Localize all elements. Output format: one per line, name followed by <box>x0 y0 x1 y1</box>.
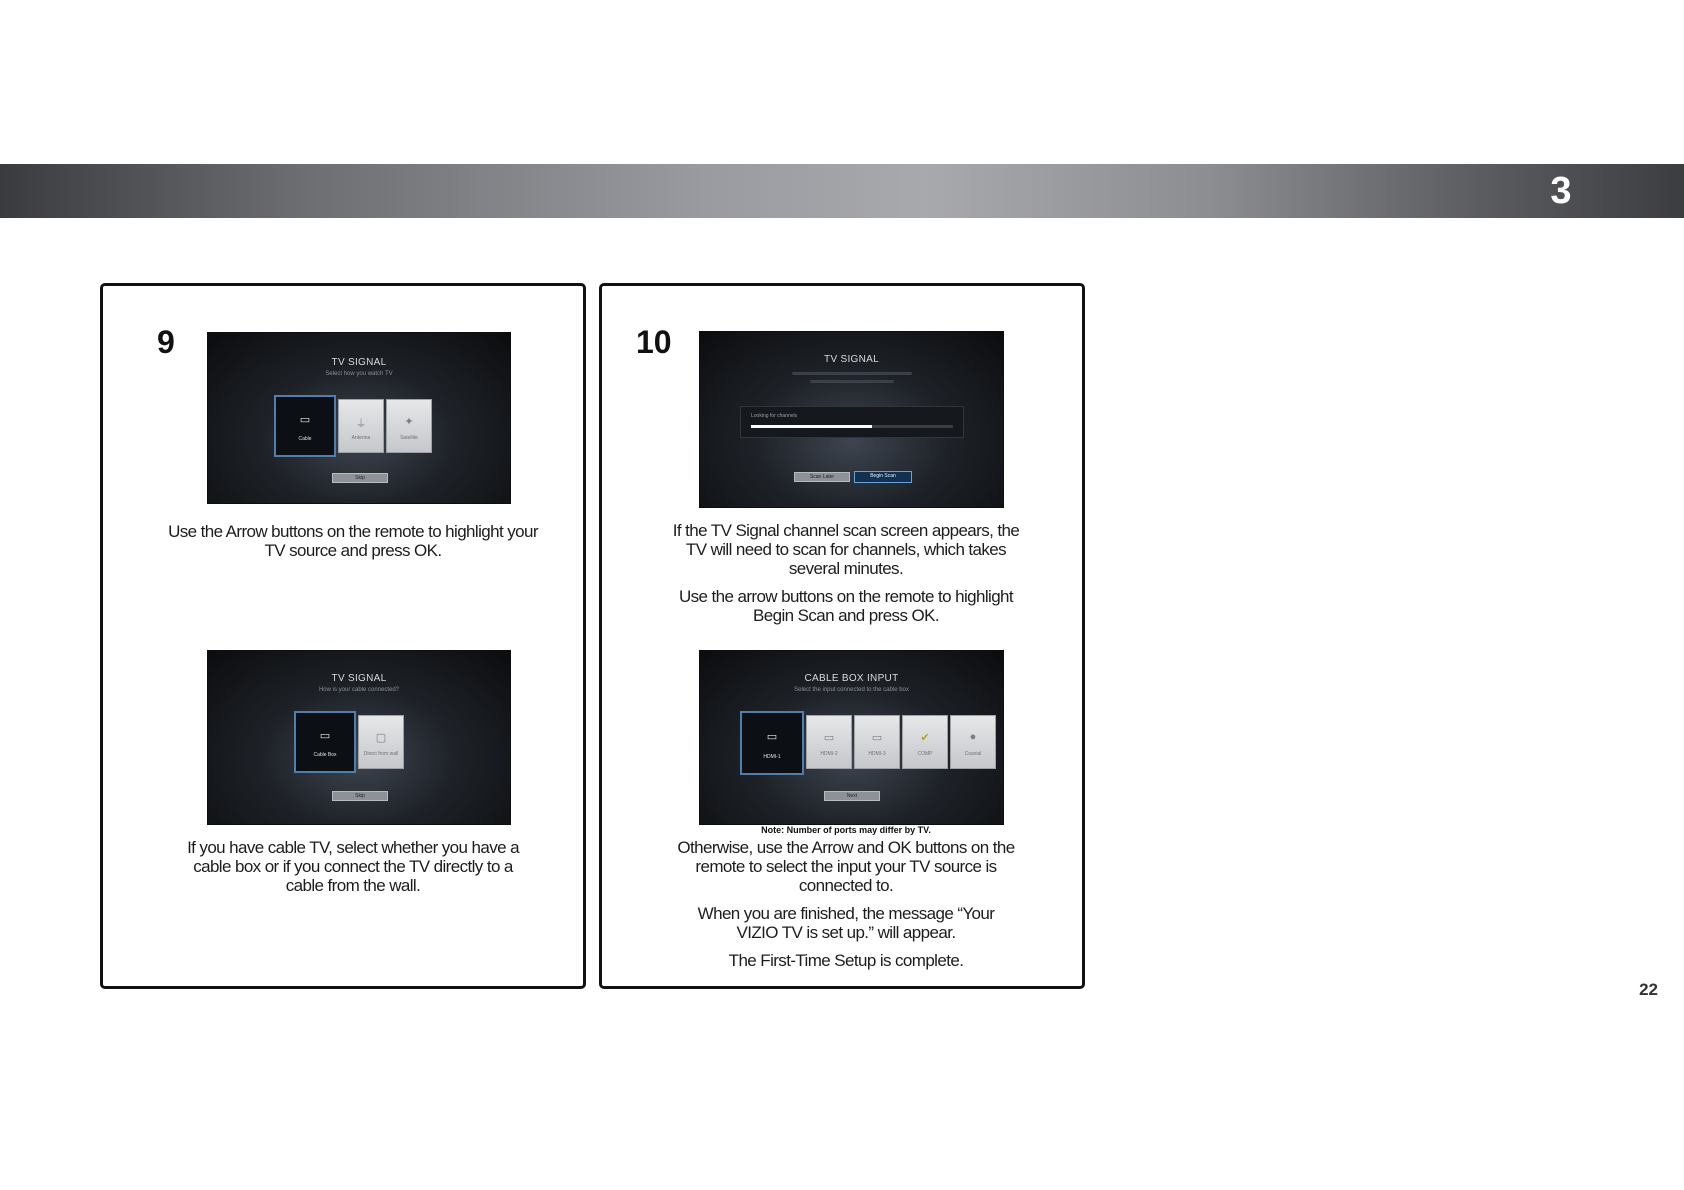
scan-later-button: Scan Later <box>794 472 850 482</box>
channel-scan-screenshot <box>699 331 1004 508</box>
hdmi-icon: ▭ <box>766 730 778 743</box>
cable-box-icon: ▭ <box>319 730 331 743</box>
screen-title: TV SIGNAL <box>331 673 387 684</box>
page-number: 22 <box>1639 980 1658 999</box>
chapter-header-bar <box>0 164 1684 218</box>
scan-progress-box <box>740 406 964 438</box>
tile-label: Satellite <box>400 434 418 441</box>
screen-title: CABLE BOX INPUT <box>804 673 899 684</box>
tile-cable-box <box>294 711 356 773</box>
satellite-icon: ✦ <box>404 415 414 428</box>
tile-label: Coaxial <box>964 750 982 757</box>
step-10-caption-4: When you are finished, the message “Your VIZIO TV is set up.” will appear. <box>697 904 995 942</box>
tile-hdmi-3 <box>854 715 900 769</box>
step-number: 9 <box>157 324 175 360</box>
tile-label: Cable Box <box>313 752 337 759</box>
tile-comp <box>902 715 948 769</box>
screen-subtitle: Select the input connected to the cable box <box>794 687 909 693</box>
tile-label: Antenna <box>351 434 371 441</box>
progress-label: Looking for channels <box>751 413 798 419</box>
skip-button: Skip <box>332 791 388 801</box>
ports-note: Note: Number of ports may differ by TV. <box>761 825 931 835</box>
tile-hdmi-1 <box>740 711 804 775</box>
skip-button: Skip <box>332 473 388 483</box>
checkmark-icon: ✔ <box>920 731 930 744</box>
tile-label: HDMI-2 <box>820 750 838 757</box>
step-9-caption-2: If you have cable TV, select whether you have a cable box or if you connect the TV directly to a cable from the wall. <box>187 838 519 895</box>
step-number: 10 <box>636 324 672 360</box>
tile-label: Direct from wall <box>363 750 399 757</box>
screen-subtitle: Select how you watch TV <box>325 371 393 377</box>
step-10-caption-1: If the TV Signal channel scan screen appears, the TV will need to scan for channels, which takes several minutes. <box>672 521 1020 578</box>
step-10-caption-2: Use the arrow buttons on the remote to highlight Begin Scan and press OK. <box>678 587 1014 625</box>
blurred-text-line <box>810 380 894 383</box>
step-10-panel <box>599 283 1085 989</box>
step-9-caption-1: Use the Arrow buttons on the remote to highlight your TV source and press OK. <box>168 522 538 560</box>
chapter-number: 3 <box>1550 170 1572 212</box>
tile-direct-from-wall <box>358 715 404 769</box>
step-10-caption-3: Otherwise, use the Arrow and OK buttons on the remote to select the input your TV source is connected to. <box>677 838 1015 895</box>
hdmi-icon: ▭ <box>871 731 883 744</box>
hdmi-icon: ▭ <box>823 731 835 744</box>
tile-satellite <box>386 399 432 453</box>
tile-hdmi-2 <box>806 715 852 769</box>
blurred-text-line <box>792 372 912 375</box>
step-9-panel <box>100 283 586 989</box>
progress-track <box>751 425 953 428</box>
screen-title: TV SIGNAL <box>824 354 879 365</box>
wall-outlet-icon: ▢ <box>375 731 387 744</box>
tv-signal-screenshot <box>207 332 511 504</box>
cable-box-input-screenshot <box>699 650 1004 825</box>
tile-antenna <box>338 399 384 453</box>
begin-scan-button: Begin Scan <box>854 471 912 483</box>
progress-fill <box>751 425 872 428</box>
antenna-icon: ⏚ <box>355 417 367 430</box>
screen-title: TV SIGNAL <box>331 357 387 368</box>
screen-subtitle: How is your cable connected? <box>318 687 400 693</box>
step-10-caption-5: The First-Time Setup is complete. <box>728 951 964 970</box>
cable-connection-screenshot <box>207 650 511 825</box>
tile-coaxial <box>950 715 996 769</box>
tile-label: HDMI-1 <box>763 753 781 760</box>
coax-icon: ● <box>969 730 977 743</box>
tile-cable <box>274 395 336 457</box>
cable-icon: ▭ <box>299 414 311 427</box>
next-button: Next <box>824 791 880 801</box>
tile-label: COMP <box>917 750 933 757</box>
tile-label: HDMI-3 <box>868 750 886 757</box>
tile-label: Cable <box>298 436 312 443</box>
